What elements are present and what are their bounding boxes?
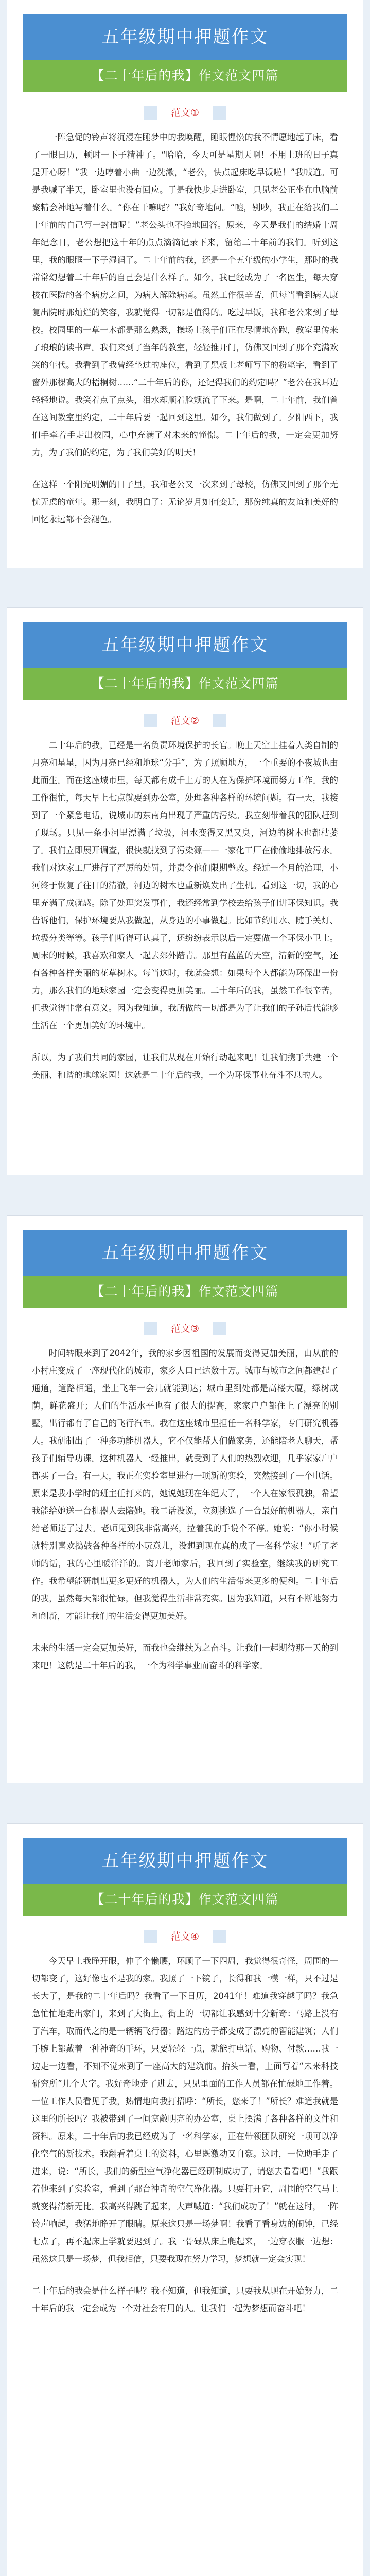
page-3 [7, 1216, 363, 1783]
essay-tail: 未来的生活一定会更加美好，而我也会继续为之奋斗。让我们一起期待那一天的到来吧！这就是二十年后的我，一个为科学事业而奋斗的科学家。 [32, 1643, 338, 1670]
essay-body: 今天早上我睁开眼，伸了个懒腰，环顾了一下四周，我觉得很奇怪，周围的一切都变了，这好像也不是我的家。我照了一下镜子，长得和我一模一样，只不过是长大了，是我的二十年后吗？我看了一下日历，2041年！难道我穿越了吗？我急急忙忙地走出家门，来到了大街上。街上的一切都让我感到十分新奇：马路上没有了汽车，取而代之的是一辆辆飞行器；路边的房子都变成了漂亮的智能建筑；人们手腕上都戴着一种神奇的手环，只要轻轻一点，就能打电话、购物、付款……我一边走一边看，不知不觉来到了一座高大的建筑前。抬头一看，上面写着“未来科技研究所”几个大字。我好奇地走了进去，只见里面的工作人员都在忙碌地工作着。一位工作人员看见了我，热情地向我打招呼：“所长，您来了！”所长？难道我就是这里的所长吗？我被带到了一间宽敞明亮的办公室，桌上摆满了各种各样的文件和资料。原来，二十年后的我已经成为了一名科学家，正在带领团队研究一项可以净化空气的新技术。我翻看着桌上的资料，心里既激动又自豪。这时，一位助手走了进来，说：“所长，我们的新型空气净化器已经研制成功了，请您去看看吧！”我跟着他来到了实验室，看到了那台神奇的空气净化器。只要打开它，周围的空气马上就变得清新无比。我高兴得跳了起来，大声喊道：“我们成功了！”就在这时，一阵铃声响起，我猛地睁开了眼睛。原来这只是一场梦啊！我看了看身边的闹钟，已经七点了，再不起床上学就要迟到了。我一骨碌从床上爬起来，一边穿衣服一边想：虽然这只是一场梦，但我相信，只要我现在努力学习，梦想就一定会实现！ [32, 1956, 338, 2264]
page-2 [7, 608, 363, 1175]
page-title: 五年级期中押题作文 [23, 1838, 347, 1884]
page-title: 五年级期中押题作文 [23, 1230, 347, 1276]
page-1 [7, 0, 363, 568]
essay-tail: 二十年后的我会是什么样子呢？我不知道，但我知道，只要我从现在开始努力，二十年后的我一定会成为一个对社会有用的人。让我们一起为梦想而奋斗吧！ [32, 2286, 338, 2313]
page-4 [7, 1824, 363, 2576]
essay-tail: 所以，为了我们共同的家园，让我们从现在开始行动起来吧！让我们携手共建一个美丽、和谐的地球家园！这就是二十年后的我，一个为环保事业奋斗不息的人。 [32, 1053, 338, 1080]
essay-body: 时间转眼来到了2042年，我的家乡因祖国的发展而变得更加美丽，由从前的小村庄变成了一座现代化的城市，家乡人口已达数十万。城市与城市之间都建起了通道，道路相通，坐上飞车一会儿就能到达；城市里到处都是高楼大厦，绿树成荫，鲜花盛开；人们的生活水平也有了很大的提高，家家户户都住上了漂亮的别墅，出行都有了自己的飞行汽车。我在这座城市里担任一名科学家，专门研究机器人。我研制出了一种多功能机器人，它不仅能帮人们做家务，还能陪老人聊天，帮孩子们辅导功课。这种机器人一经推出，就受到了人们的热烈欢迎，几乎家家户户都买了一台。有一天，我正在实验室里进行一项新的实验，突然接到了一个电话。原来是我小学时的班主任打来的，她说她现在年纪大了，一个人在家很孤独，希望我能给她送一台机器人去陪她。我二话没说，立刻挑选了一台最好的机器人，亲自给老师送了过去。老师见到我非常高兴，拉着我的手说个不停。她说：“你小时候就特别喜欢捣鼓各种各样的小玩意儿，没想到现在真的成了一名科学家！”听了老师的话，我的心里暖洋洋的。离开老师家后，我回到了实验室，继续我的研究工作。我希望能研制出更多更好的机器人，为人们的生活带来更多的便利。二十年后的我，虽然每天都很忙碌，但我觉得生活非常充实。因为我知道，只有不断地努力和创新，才能让我们的生活变得更加美好。 [32, 1348, 338, 1621]
essay-body: 一阵急促的铃声将沉浸在睡梦中的我唤醒，睡眼惺忪的我不情愿地起了床，看了一眼日历，顿时一下子精神了。“哈哈，今天可是星期天啊！不用上班的日子真是开心呀！”我一边哼着小曲一边洗漱，“老公，快点起床吃早饭啦！”我喊道。可是我喊了半天，卧室里也没有回应。于是我快步走进卧室，只见老公正坐在电脑前聚精会神地写着什么。“你在干嘛呢？”我好奇地问。“嘘，别吵，我正在给我们二十年前的自己写一封信呢！”老公头也不抬地回答。原来，今天是我们的结婚十周年纪念日，老公想把这十年的点点滴滴记录下来，留给二十年前的我们。听到这里，我的眼眶一下子湿润了。二十年前的我，还是一个五年级的小学生，那时的我常常幻想着二十年后的自己会是什么样子。如今，我已经成为了一名医生，每天穿梭在医院的各个病房之间，为病人解除病痛。虽然工作很辛苦，但每当看到病人康复出院时那灿烂的笑容，我就觉得一切都是值得的。吃过早饭，我和老公来到了母校。校园里的一草一木都是那么熟悉，操场上孩子们正在尽情地奔跑，教室里传来了琅琅的读书声。我们来到了当年的教室，轻轻推开门，仿佛又回到了那个充满欢笑的年代。我看到了我曾经坐过的座位，看到了黑板上老师写下的粉笔字，看到了窗外那棵高大的梧桐树……“二十年后的你，还记得我们的约定吗？”老公在我耳边轻轻地说。我笑着点了点头，泪水却顺着脸颊流了下来。是啊，二十年前，我们曾在这间教室里约定，二十年后要一起回到这里。如今，我们做到了。夕阳西下，我们手牵着手走出校园，心中充满了对未来的憧憬。二十年后的我，一定会更加努力，为了我们的约定，为了我们美好的明天！ [32, 132, 338, 457]
page-title: 五年级期中押题作文 [23, 622, 347, 668]
essay-label: 范文① [7, 106, 363, 120]
essay-label: 范文④ [7, 1930, 363, 1943]
essay-tail: 在这样一个阳光明媚的日子里，我和老公又一次来到了母校，仿佛又回到了那个无忧无虑的童年。那一刻，我明白了：无论岁月如何变迁，那份纯真的友谊和美好的回忆永远都不会褪色。 [32, 480, 338, 524]
page-subtitle: 【二十年后的我】作文范文四篇 [23, 1884, 347, 1916]
essay-label: 范文② [7, 714, 363, 727]
page-subtitle: 【二十年后的我】作文范文四篇 [23, 60, 347, 92]
essay-body: 二十年后的我，已经是一名负责环境保护的长官。晚上天空上挂着人类自制的月亮和星星，因为月亮已经和地球“分手”，为了照顾地方，一个重要的不夜城也由此而生。而在这座城市里，每天都有成千上万的人在为保护环境而努力工作。我的工作很忙，每天早上七点就要到办公室，处理各种各样的环境问题。有一天，我接到了一个紧急电话，说城市的东南角出现了严重的污染。我立刻带着我的团队赶到了现场。只见一条小河里漂满了垃圾，河水变得又黑又臭，河边的树木也都枯萎了。我们立即展开调查，很快就找到了污染源——一家化工厂在偷偷地排放污水。我们对这家工厂进行了严厉的处罚，并责令他们限期整改。经过一个月的治理，小河终于恢复了往日的清澈，河边的树木也重新焕发出了生机。看到这一切，我的心里充满了成就感。除了处理突发事件，我还经常到学校去给孩子们讲环保知识。我告诉他们，保护环境要从我做起，从身边的小事做起。比如节约用水、随手关灯、垃圾分类等等。孩子们听得可认真了，还纷纷表示以后一定要做一个环保小卫士。周末的时候，我喜欢和家人一起去郊外踏青。那里有蓝蓝的天空，清新的空气，还有各种各样美丽的花草树木。每当这时，我就会想：如果每个人都能为环保出一份力，那么我们的地球家园一定会变得更加美丽。二十年后的我，虽然工作很辛苦，但我觉得非常有意义。因为我知道，我所做的一切都是为了让我们的子孙后代能够生活在一个更加美好的环境中。 [32, 740, 338, 1030]
essay-label: 范文③ [7, 1322, 363, 1335]
page-title: 五年级期中押题作文 [23, 14, 347, 60]
page-subtitle: 【二十年后的我】作文范文四篇 [23, 668, 347, 700]
page-subtitle: 【二十年后的我】作文范文四篇 [23, 1276, 347, 1308]
